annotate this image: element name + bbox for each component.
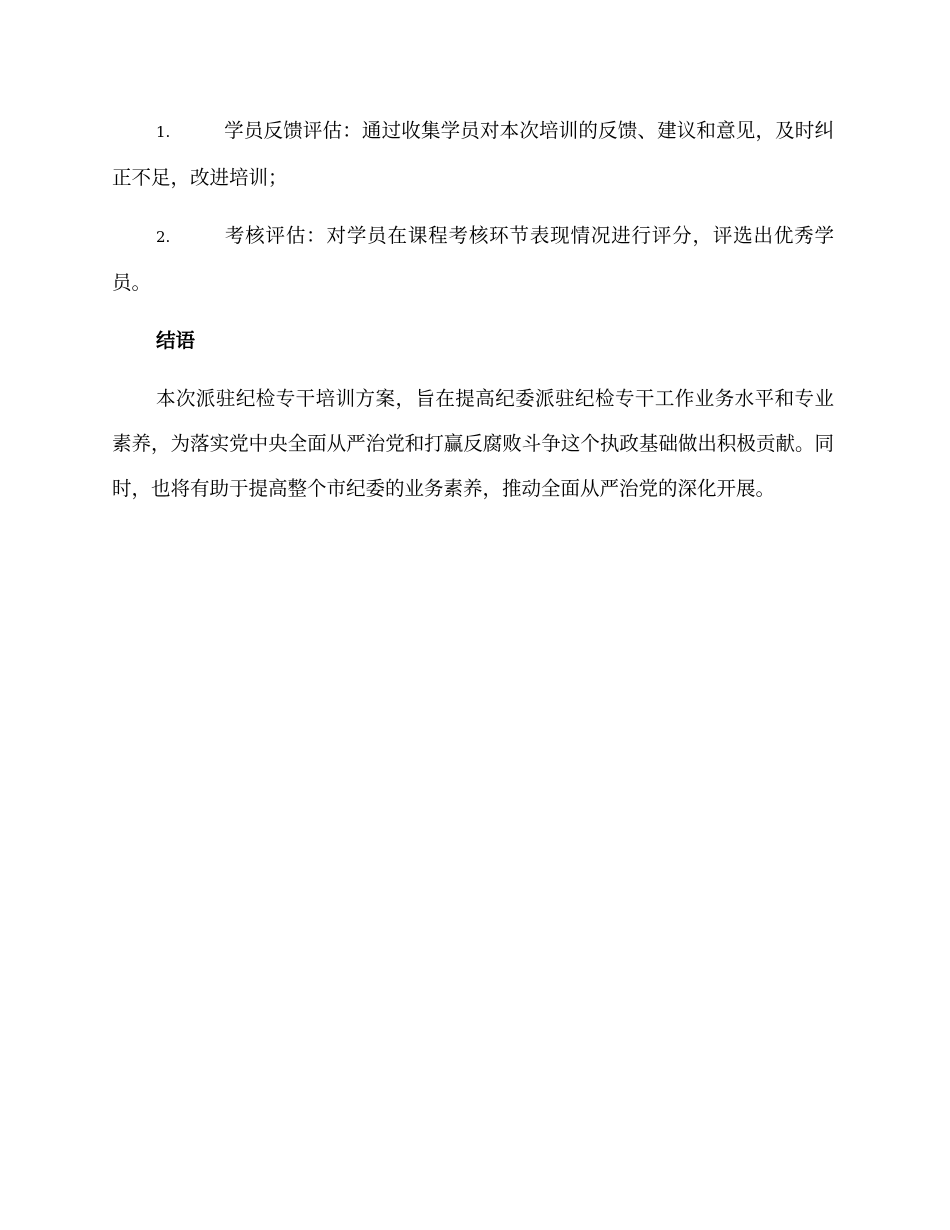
list-item-text: 考核评估：对学员在课程考核环节表现情况进行评分，评选出优秀学员。 (112, 224, 834, 294)
list-item (112, 108, 834, 200)
section-heading-conclusion: 结语 (156, 329, 196, 352)
document-content (112, 108, 834, 524)
list-item-text: 学员反馈评估：通过收集学员对本次培训的反馈、建议和意见，及时纠正不足，改进培训； (112, 119, 834, 189)
list-item-number: 2. (156, 228, 171, 246)
conclusion-paragraph: 本次派驻纪检专干培训方案，旨在提高纪委派驻纪检专干工作业务水平和专业素养，为落实党中央全面从严治党和打赢反腐败斗争这个执政基础做出积极贡献。同时，也将有助于提高整个市纪委的业务素养，推动全面从严治党的深化开展。 (112, 387, 834, 500)
list-item-number: 1. (156, 123, 171, 141)
list-item (112, 213, 834, 305)
